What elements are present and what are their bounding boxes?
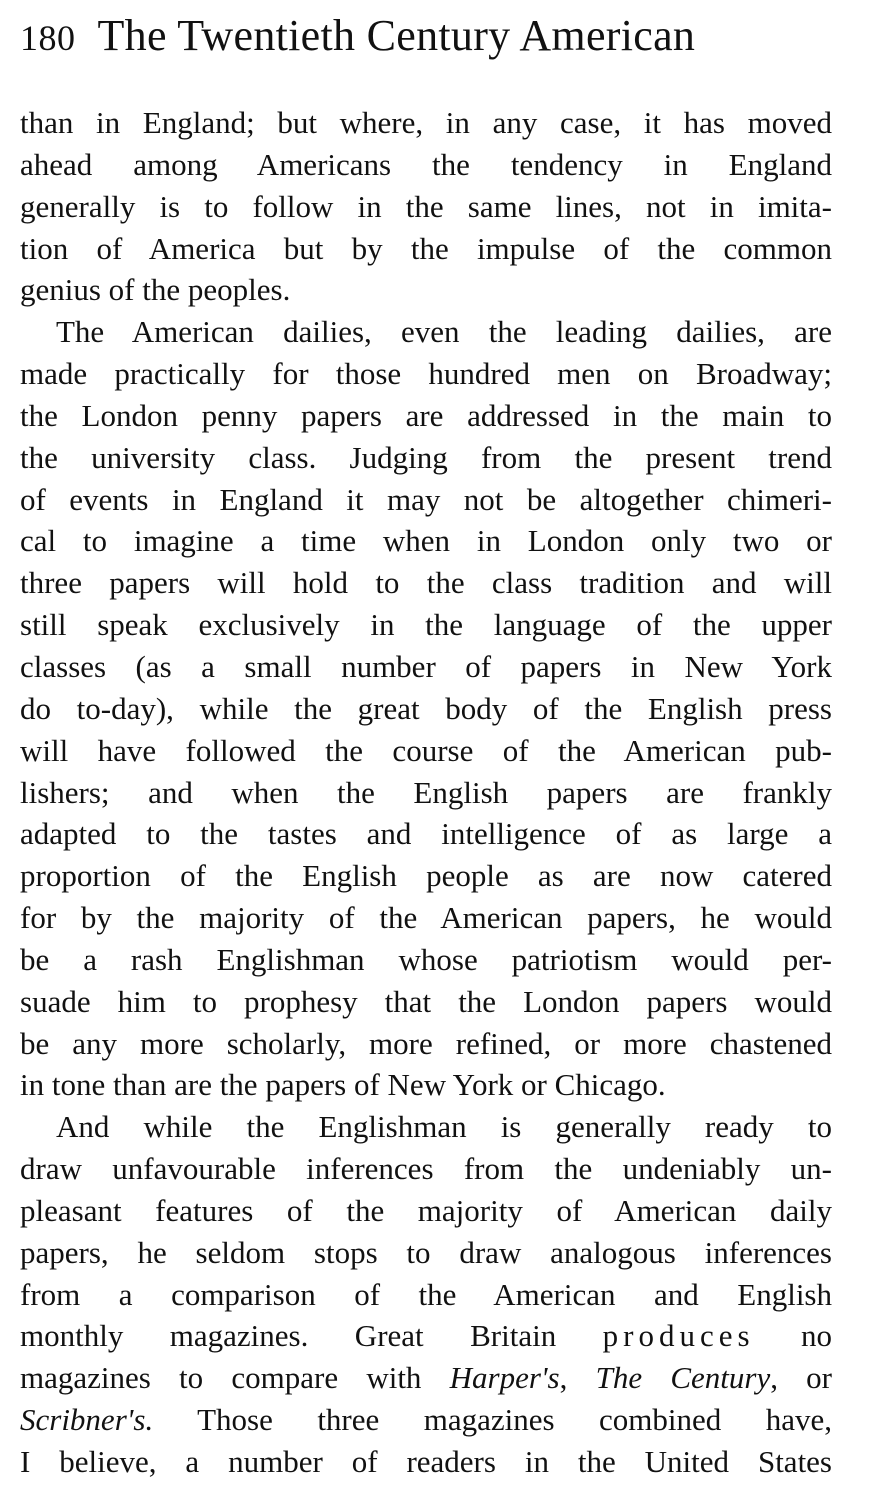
text-line: made practically for those hundred men on Broadway;: [20, 356, 832, 392]
text-line: than in England; but where, in any case, it has moved: [20, 105, 832, 140]
text-line: will have followed the course of the American pub-: [20, 732, 832, 768]
text-line: still speak exclusively in the language of the upper: [20, 607, 832, 643]
text-line: And while the Englishman is generally ready to: [56, 1109, 832, 1145]
text-line: papers, he seldom stops to draw analogous inferences: [20, 1234, 832, 1270]
running-head: [20, 10, 832, 62]
text-line: pleasant features of the majority of American daily: [20, 1192, 832, 1228]
running-title: The Twentieth Century American: [97, 11, 696, 60]
text-line: draw unfavourable inferences from the undeniably un-: [20, 1151, 832, 1187]
text-run: ,: [559, 1360, 596, 1396]
text-line: of events in England it may not be altogether chimeri-: [20, 481, 832, 517]
text-line: the London penny papers are addressed in the main to: [20, 397, 832, 433]
text-line: the university class. Judging from the present trend: [20, 439, 832, 475]
text-line: be a rash Englishman whose patriotism would per-: [20, 941, 832, 977]
text-line: [20, 1399, 832, 1441]
text-line: [20, 1357, 832, 1399]
magazine-title-scribners: Scribner's.: [20, 1402, 154, 1438]
magazine-title-harpers: Harper's: [449, 1360, 560, 1396]
text-line: generally is to follow in the same lines, not in imita-: [20, 188, 832, 224]
text-line: The American dailies, even the leading dailies, are: [56, 314, 832, 350]
text-line: suade him to prophesy that the London papers would: [20, 983, 832, 1019]
paragraph-1: [20, 102, 832, 311]
paragraph-3: [20, 1106, 832, 1483]
text-line: in tone than are the papers of New York or Chicago.: [20, 1067, 666, 1103]
text-line: classes (as a small number of papers in New York: [20, 648, 832, 684]
text-run: no: [754, 1318, 833, 1354]
book-page: [20, 10, 832, 1483]
body-text: [20, 102, 832, 1483]
text-line: lishers; and when the English papers are frankly: [20, 774, 832, 810]
text-line: proportion of the English people as are now catered: [20, 858, 832, 894]
text-run: Those three magazines combined have,: [153, 1402, 832, 1438]
text-run: monthly magazines. Great Britain: [20, 1318, 603, 1354]
page-number: 180: [20, 18, 76, 58]
text-line: genius of the peoples.: [20, 272, 291, 308]
paragraph-2: [20, 311, 832, 1106]
text-line: tion of America but by the impulse of the common: [20, 230, 832, 266]
text-line: three papers will hold to the class tradition and will: [20, 565, 832, 601]
letterspaced-word: produces: [602, 1318, 755, 1354]
text-run: , or: [770, 1360, 832, 1396]
text-run: magazines to compare with: [20, 1360, 450, 1396]
text-line: for by the majority of the American papers, he would: [20, 900, 832, 936]
magazine-title-century: The Century: [595, 1360, 771, 1396]
text-line: cal to imagine a time when in London only two or: [20, 523, 832, 559]
text-line: adapted to the tastes and intelligence of as large a: [20, 816, 832, 852]
text-line: ahead among Americans the tendency in England: [20, 146, 832, 182]
text-line: [20, 1315, 832, 1357]
text-line: be any more scholarly, more refined, or more chastened: [20, 1025, 832, 1061]
text-line: from a comparison of the American and English: [20, 1276, 832, 1312]
text-line: do to-day), while the great body of the English press: [20, 690, 832, 726]
text-line: I believe, a number of readers in the United States: [20, 1444, 832, 1479]
